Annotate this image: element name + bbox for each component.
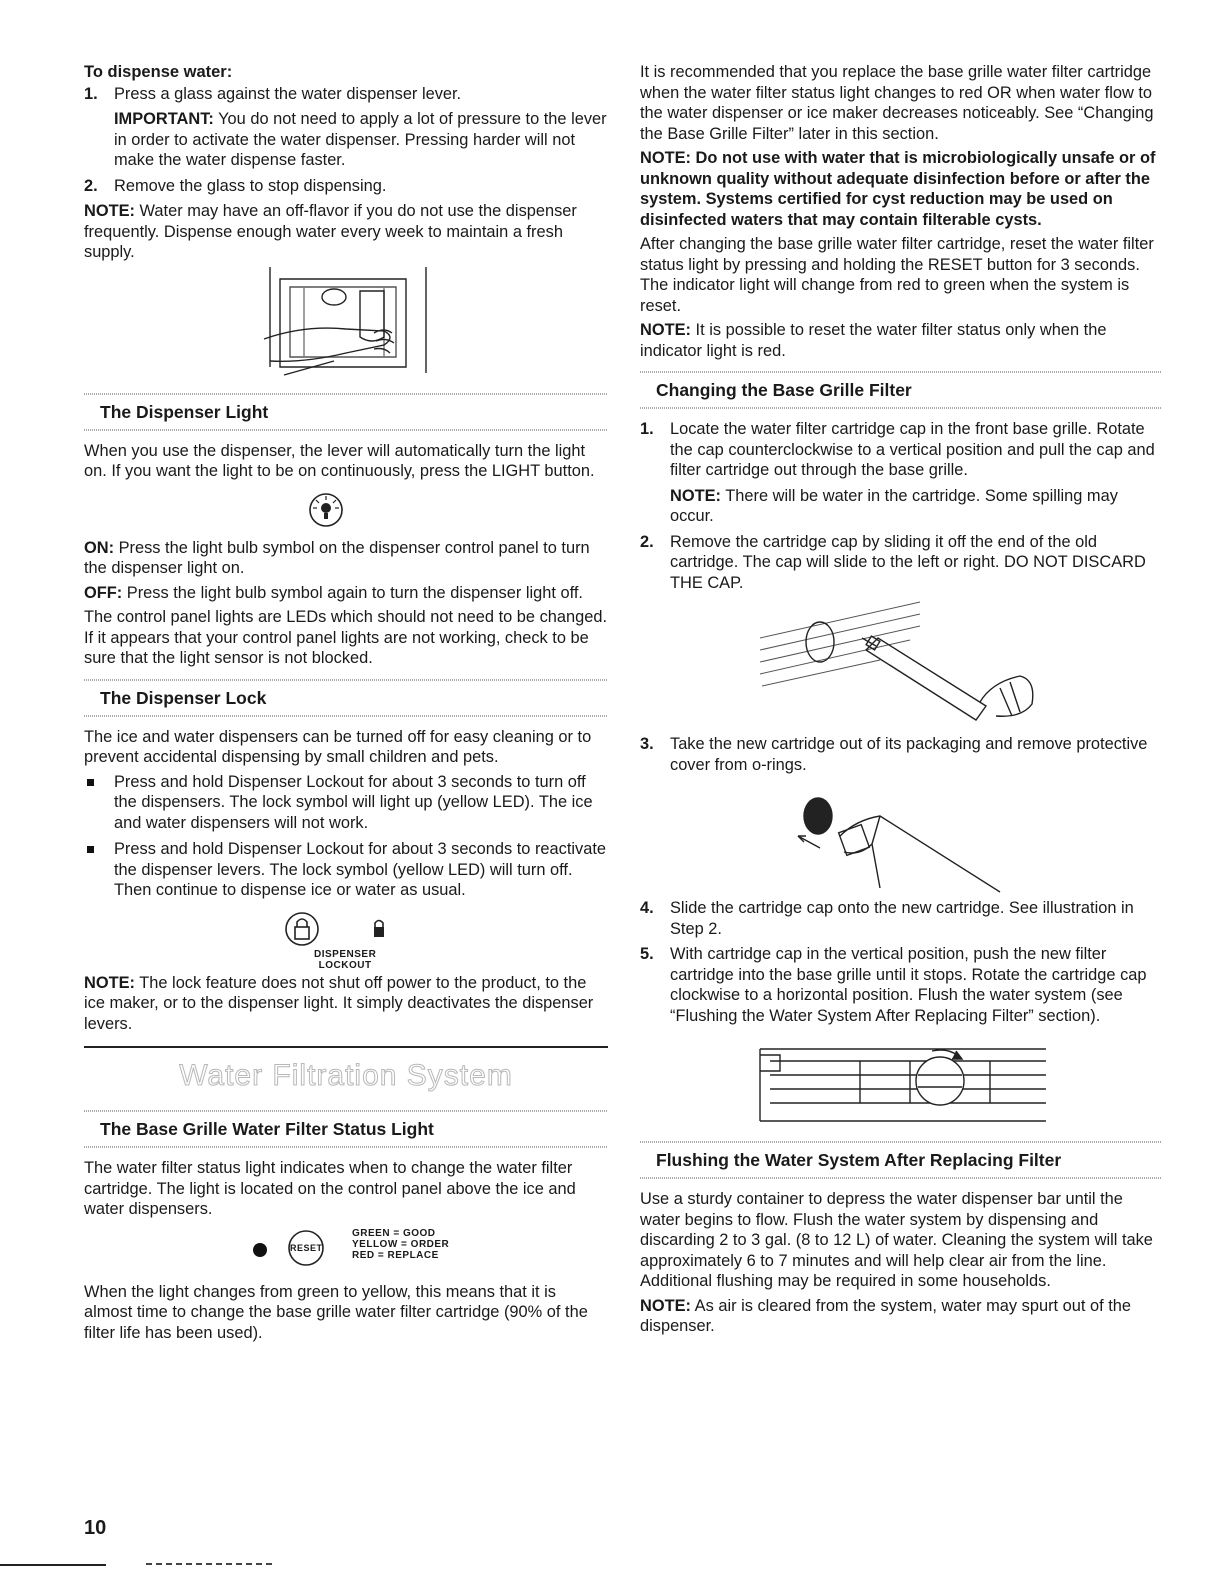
change-step-3: 3. Take the new cartridge out of its packaging and remove protective cover from o-rings. xyxy=(640,735,1148,774)
dispense-note: NOTE: Water may have an off-flavor if you do not use the dispenser frequently. Dispense enough water every week to maintain a fresh supply. xyxy=(84,202,577,261)
change-step-5: 5. With cartridge cap in the vertical position, push the new filter cartridge into the base grille until it stops. Rotate the cartridge cap clockwise to a horizontal position. Flush the water system (see “Flushing the Water System After Replacing Filter” section). xyxy=(640,945,1147,1025)
dispenser-light-heading: The Dispenser Light xyxy=(84,393,608,431)
replace-recommendation: It is recommended that you replace the base grille water filter cartridge when the water filter status light changes to red OR when water flow to the water dispenser or ice maker decreases noticeably. See “Changing the Base Grille Filter” later in this section. xyxy=(640,63,1154,143)
status-yellow-text: When the light changes from green to yellow, this means that it is almost time to change the base grille water filter cartridge (90% of the filter life has been used). xyxy=(84,1282,588,1342)
status-light-intro: The water filter status light indicates when to change the water filter cartridge. The light is located on the control panel above the ice and water dispensers. xyxy=(84,1159,576,1218)
flushing-note: NOTE: As air is cleared from the system, water may spurt out of the dispenser. xyxy=(640,1296,1131,1335)
lock-bullet-1: Press and hold Dispenser Lockout for about 3 seconds to turn off the dispensers. The lock symbol will light up (yellow LED). The ice and water dispensers will not work. xyxy=(84,772,608,834)
reset-button[interactable]: RESET xyxy=(290,1242,323,1253)
change-step-4: 4. Slide the cartridge cap onto the new cartridge. See illustration in Step 2. xyxy=(640,899,1134,938)
lock-note: NOTE: The lock feature does not shut off power to the product, to the ice maker, or to the dispenser light. It simply deactivates the dispenser levers. xyxy=(84,973,594,1033)
reset-instructions: After changing the base grille water filter cartridge, reset the water filter status light by pressing and holding the RESET button for 3 seconds. The indicator light will change from red to green when the system is reset. xyxy=(640,235,1154,315)
dispense-heading: To dispense water: xyxy=(84,63,233,81)
light-off-text: OFF: Press the light bulb symbol again to turn the dispenser light off. xyxy=(84,583,583,602)
change-step-1: 1. Locate the water filter cartridge cap in the front base grille. Rotate the cap counterclockwise to a vertical position and pull the cap and filter cartridge out through the base grille. xyxy=(640,420,1155,479)
dispenser-lock-intro: The ice and water dispensers can be turned off for easy cleaning or to prevent accidental dispensing by small children and pets. xyxy=(84,727,592,766)
water-filtration-title: Water Filtration System xyxy=(84,1046,608,1100)
left-column xyxy=(84,62,608,1347)
flushing-heading: Flushing the Water System After Replacing Filter xyxy=(640,1141,1162,1179)
status-light-heading: The Base Grille Water Filter Status Light xyxy=(84,1110,608,1148)
dispenser-lock-heading: The Dispenser Lock xyxy=(84,679,608,717)
change-step-2: 2. Remove the cartridge cap by sliding it off the end of the old cartridge. The cap will slide to the left or right. DO NOT DISCARD THE CAP. xyxy=(640,532,1146,592)
page-number: 10 xyxy=(84,1517,107,1539)
dispense-step-1: 1. Press a glass against the water dispenser lever. xyxy=(84,84,462,103)
led-text: The control panel lights are LEDs which should not need to be changed. If it appears that your control panel lights are not working, check to be sure that the light sensor is not blocked. xyxy=(84,608,608,667)
light-on-text: ON: Press the light bulb symbol on the dispenser control panel to turn the dispenser light on. xyxy=(84,538,590,577)
lock-bullet-2: Press and hold Dispenser Lockout for about 3 seconds to reactivate the dispenser levers. The lock symbol (yellow LED) will turn off. Then continue to dispense ice or water as usual. xyxy=(84,839,608,901)
right-column xyxy=(640,62,1162,1341)
base-grille-illustration xyxy=(640,1031,1162,1131)
dispenser-light-intro: When you use the dispenser, the lever will automatically turn the light on. If you want the light to be on continuously, press the LIGHT button. xyxy=(84,441,595,480)
lockout-icon xyxy=(84,907,608,973)
status-light-panel xyxy=(84,1224,608,1282)
light-bulb-icon xyxy=(84,486,608,538)
footer-rule xyxy=(0,1564,106,1566)
reset-note: NOTE: It is possible to reset the water filter status only when the indicator light is red. xyxy=(640,321,1107,360)
footer-dash xyxy=(146,1563,276,1565)
cartridge-removal-illustration xyxy=(640,598,1162,734)
flushing-text: Use a sturdy container to depress the water dispenser bar until the water begins to flow. Flush the water system by dispensing and discarding 2 to 3 gal. (8 to 12 L) of water. Cleaning the system will take approximately 6 to 7 minutes and will help clear air from the line. Additional flushing may be required in some households. xyxy=(640,1190,1153,1290)
change-step-1-note: NOTE: There will be water in the cartridge. Some spilling may occur. xyxy=(670,486,1118,525)
dispense-step-2: 2. Remove the glass to stop dispensing. xyxy=(84,176,387,195)
lockout-label: DISPENSER LOCKOUT xyxy=(314,948,377,971)
changing-filter-heading: Changing the Base Grille Filter xyxy=(640,371,1162,409)
microbiological-note: NOTE: Do not use with water that is microbiologically unsafe or of unknown quality without adequate disinfection before or after the system. Systems certified for cyst reduction may be used on disinfected waters that may contain filterable cysts. xyxy=(640,149,1156,229)
water-dispenser-illustration xyxy=(84,267,608,383)
important-note: IMPORTANT: You do not need to apply a lot of pressure to the lever in order to activate the water dispenser. Pressing harder will not make the water dispense faster. xyxy=(114,110,607,169)
oring-cover-illustration xyxy=(640,780,1162,898)
status-legend: GREEN = GOOD YELLOW = ORDER RED = REPLACE xyxy=(352,1227,450,1261)
